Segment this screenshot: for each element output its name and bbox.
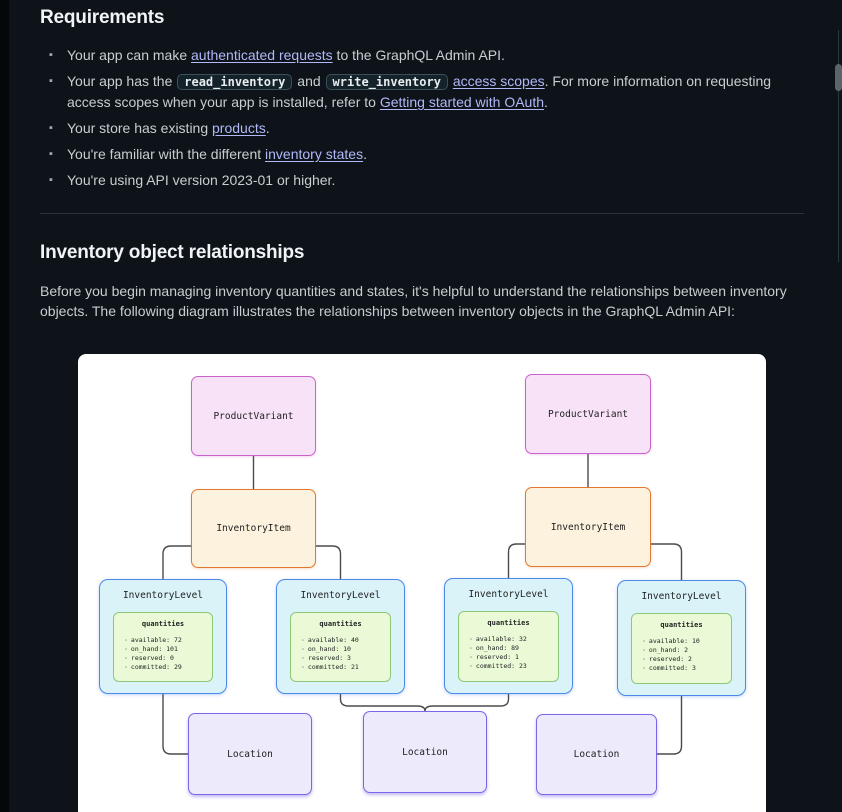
square-bullet-icon: ▪ [49, 174, 53, 186]
inventory-item-node [191, 489, 316, 568]
dot-bullet-icon: · [124, 645, 128, 653]
bullet-text: to the GraphQL Admin API. [332, 47, 505, 63]
node-label: InventoryLevel [300, 590, 381, 601]
dot-bullet-icon: · [469, 635, 473, 643]
dot-bullet-icon: · [642, 664, 646, 672]
quantities-box [458, 611, 559, 682]
quantity-line: · committed: 21 [301, 663, 359, 671]
node-label: InventoryItem [216, 523, 291, 534]
quantities-box [113, 612, 213, 682]
quantity-line: · available: 40 [301, 636, 359, 644]
quantity-line: · on_hand: 2 [642, 646, 689, 654]
quantity-line: · committed: 29 [124, 663, 182, 671]
quantities-box [290, 612, 391, 682]
node-label: InventoryLevel [468, 589, 549, 600]
bullet-text: . For more information on requesting access scopes when your app is installed, refer to [67, 73, 772, 110]
dot-bullet-icon: · [301, 654, 305, 662]
inventory-level-node [99, 579, 227, 694]
node-label: ProductVariant [547, 408, 629, 420]
bullet-text: and [293, 73, 325, 89]
bullet-text: . [544, 94, 548, 110]
node-label: ProductVariant [213, 410, 294, 422]
dot-bullet-icon: · [124, 654, 128, 662]
quantity-line: · on_hand: 10 [301, 645, 351, 653]
scrollbar-thumb[interactable] [835, 64, 842, 91]
dot-bullet-icon: · [301, 663, 305, 671]
quantity-line: · available: 10 [642, 637, 700, 645]
location-node [536, 714, 657, 795]
dot-bullet-icon: · [642, 637, 646, 645]
requirements-heading: Requirements [40, 7, 165, 28]
dot-bullet-icon: · [301, 645, 305, 653]
dot-bullet-icon: · [642, 646, 646, 654]
quantity-line: · on_hand: 101 [124, 645, 178, 653]
bullet-text: Your app has the [67, 73, 177, 89]
bullet-text: . [265, 120, 270, 136]
bullet-text: Your app can make [67, 47, 192, 63]
bullet-text: . [363, 146, 367, 162]
quantity-line: · reserved: 2 [642, 655, 692, 663]
bullet-text: You're familiar with the different [67, 146, 266, 162]
product-variant-node [191, 376, 316, 456]
inventory-item-node [525, 487, 651, 567]
quantity-line: · reserved: 0 [124, 654, 174, 662]
section-divider [40, 213, 804, 214]
bullet-text: You're using API version 2023-01 or higher. [67, 172, 336, 188]
node-label: Location [402, 746, 448, 758]
list-item [40, 118, 792, 138]
intro-paragraph: Before you begin managing inventory quantities and states, it's helpful to understand the relationships between inventory objects. The following diagram illustrates the relationships between inventory objects in the GraphQL Admin API: [40, 283, 787, 319]
square-bullet-icon: ▪ [49, 75, 53, 87]
quantities-label: quantities [319, 620, 362, 628]
quantity-line: · available: 32 [469, 635, 527, 643]
inventory-level-node [444, 578, 573, 694]
list-item [40, 170, 792, 190]
node-label: InventoryItem [550, 521, 626, 533]
dot-bullet-icon: · [469, 653, 473, 661]
square-bullet-icon: ▪ [49, 49, 53, 61]
left-edge-strip [0, 0, 9, 812]
inventory-relationships-heading: Inventory object relationships [40, 242, 305, 263]
quantities-label: quantities [487, 619, 530, 627]
quantity-line: · available: 72 [124, 636, 182, 644]
list-item [40, 144, 792, 164]
link-access-scopes[interactable]: access scopes [452, 73, 545, 89]
quantities-box [631, 613, 732, 684]
quantities-label: quantities [660, 621, 703, 629]
product-variant-node [525, 374, 651, 454]
inventory-level-node [276, 579, 405, 694]
bullet-text: Your store has existing [67, 120, 213, 136]
square-bullet-icon: ▪ [49, 122, 53, 134]
quantity-line: · reserved: 1 [469, 653, 519, 661]
square-bullet-icon: ▪ [49, 148, 53, 160]
code-write-inventory: write_inventory [326, 74, 448, 90]
node-label: InventoryLevel [122, 590, 204, 601]
inventory-relationships-diagram [78, 354, 766, 812]
link-getting-started-oauth[interactable]: Getting started with OAuth [379, 94, 545, 110]
dot-bullet-icon: · [469, 644, 473, 652]
link-authenticated-requests[interactable]: authenticated requests [191, 47, 333, 63]
list-item [40, 71, 792, 112]
link-inventory-states[interactable]: inventory states [265, 146, 364, 162]
dot-bullet-icon: · [469, 662, 473, 670]
location-node [363, 711, 487, 793]
inventory-level-node [617, 580, 746, 696]
link-products[interactable]: products [212, 120, 266, 136]
dot-bullet-icon: · [301, 636, 305, 644]
quantity-line: · committed: 23 [469, 662, 527, 670]
node-label: Location [227, 748, 273, 760]
quantity-line: · on_hand: 89 [469, 644, 519, 652]
dot-bullet-icon: · [124, 636, 128, 644]
location-node [188, 713, 312, 795]
node-label: InventoryLevel [641, 591, 722, 602]
requirements-list [40, 45, 792, 190]
node-label: Location [573, 749, 620, 760]
dot-bullet-icon: · [642, 655, 646, 663]
dot-bullet-icon: · [124, 663, 128, 671]
quantity-line: · committed: 3 [642, 664, 696, 672]
list-item [40, 45, 792, 65]
code-read-inventory: read_inventory [177, 74, 292, 90]
quantity-line: · reserved: 3 [301, 654, 351, 662]
quantities-label: quantities [141, 620, 185, 628]
